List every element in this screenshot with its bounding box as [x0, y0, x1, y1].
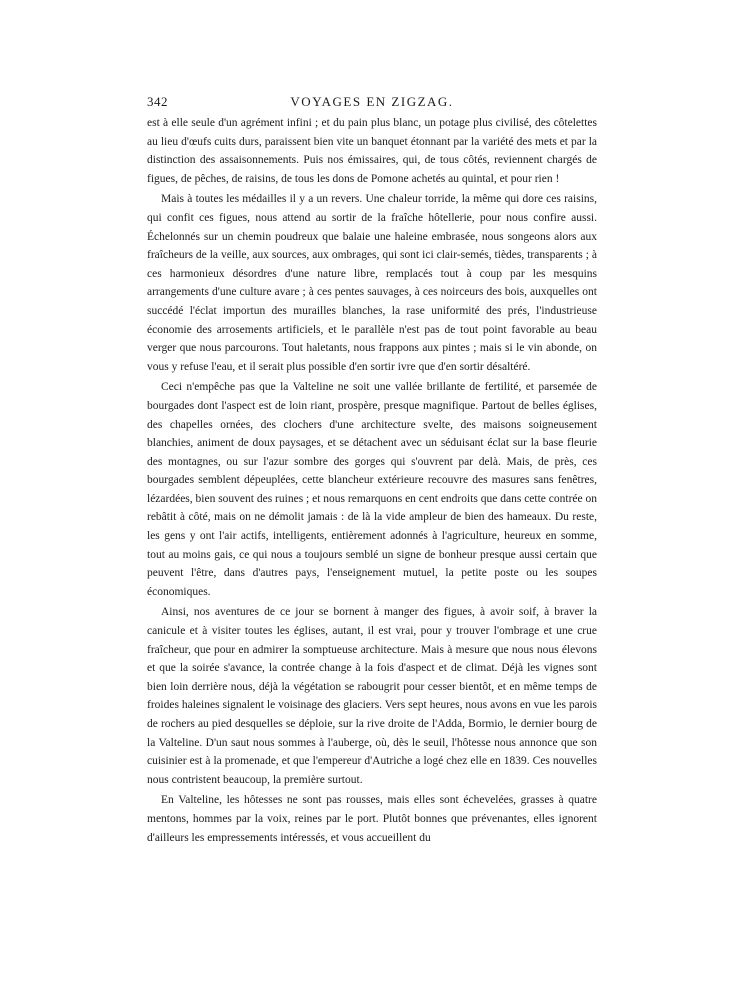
- body-text: [147, 114, 597, 847]
- paragraph-4: Ainsi, nos aventures de ce jour se bornent à manger des figues, à avoir soif, à braver la canicule et à visiter toutes les églises, autant, il est vrai, pour y trouver l'ombrage et une crue fraîcheur, que pour en admirer la somptueuse architecture. Mais à mesure que nous nous élevons et que la soirée s'avance, la contrée change à la fois d'aspect et de climat. Déjà les vignes sont bien loin derrière nous, déjà la végétation se rabougrit pour cesser bientôt, et en même temps de froides haleines signalent le voisinage des glaciers. Vers sept heures, nous avons en vue les parois de rochers au pied desquelles se déploie, sur la rive droite de l'Adda, Bormio, le dernier bourg de la Valteline. D'un saut nous sommes à l'auberge, où, dès le seuil, l'hôtesse nous annonce que son cuisinier est à la promenade, et que l'empereur d'Autriche a logé chez elle en 1839. Ces nouvelles nous contristent beaucoup, la première surtout.: [147, 606, 597, 786]
- book-title: VOYAGES EN ZIGZAG.: [290, 94, 454, 109]
- page-number: 342: [147, 94, 168, 109]
- paragraph-1: est à elle seule d'un agrément infini ; et du pain plus blanc, un potage plus civilisé, des côtelettes au lieu d'œufs cuits durs, paraissent bien vite un banquet étonnant par la variété des mets et par la distinction des assaisonnements. Puis nos émissaires, qui, de tous côtés, reviennent chargés de figues, de pêches, de raisins, de tous les dons de Pomone achetés au quintal, et pour rien !: [147, 117, 597, 185]
- running-head: [147, 94, 597, 114]
- paragraph-5: En Valteline, les hôtesses ne sont pas rousses, mais elles sont échevelées, grasses à quatre mentons, hommes par la voix, reines par le port. Plutôt bonnes que prévenantes, elles ignorent d'ailleurs les empressements intéressés, et vous accueillent du: [147, 794, 597, 844]
- book-page: [147, 94, 597, 847]
- paragraph-3: Ceci n'empêche pas que la Valteline ne soit une vallée brillante de fertilité, et parsemée de bourgades dont l'aspect est de loin riant, prospère, presque magnifique. Partout de belles églises, des chapelles ornées, des clochers d'une architecture svelte, des maisons soigneusement blanchies, animent de doux paysages, et se détachent avec un séduisant éclat sur la base fleurie des montagnes, ou sur l'azur sombre des gorges qui s'ouvrent par delà. Mais, de près, ces bourgades semblent dépeuplées, cette blancheur extérieure recouvre des masures sans fenêtres, lézardées, bien souvent des ruines ; et nous remarquons en cent endroits que dans cette contrée on rebâtit à côté, mais on ne démolit jamais : de là la vide ampleur de bien des hameaux. Du reste, les gens y ont l'air actifs, intelligents, entièrement adonnés à l'agriculture, heureux en somme, tout au moins gais, ce qui nous a toujours semblé un signe de bonheur presque aussi certain que peuvent l'être, dans d'autres pays, l'enseignement mutuel, la petite poste ou les soupes économiques.: [147, 381, 597, 598]
- paragraph-2: Mais à toutes les médailles il y a un revers. Une chaleur torride, la même qui dore ces raisins, qui confit ces figues, nous attend au sortir de la fraîche hôtellerie, pour nous confire aussi. Échelonnés sur un chemin poudreux que balaie une haleine embrasée, nous songeons alors aux fraîcheurs de la veille, aux sources, aux ombrages, qui sont ici clair-semés, tièdes, transparents ; à ces harmonieux désordres d'une nature libre, remplacés tout à coup par les mesquins arrangements d'une culture avare ; à ces pentes sauvages, à ces noirceurs des bois, auxquelles ont succédé l'éclat importun des murailles blanches, la rase uniformité des prés, l'industrieuse économie des arrosements artificiels, et le parallèle n'est pas de tout point favorable au beau verger que nous parcourons. Tout haletants, nous frappons aux pintes ; mais si le vin abonde, on vous y refuse l'eau, et il serait plus possible d'en sortir ivre que d'en sortir désaltéré.: [147, 193, 597, 373]
